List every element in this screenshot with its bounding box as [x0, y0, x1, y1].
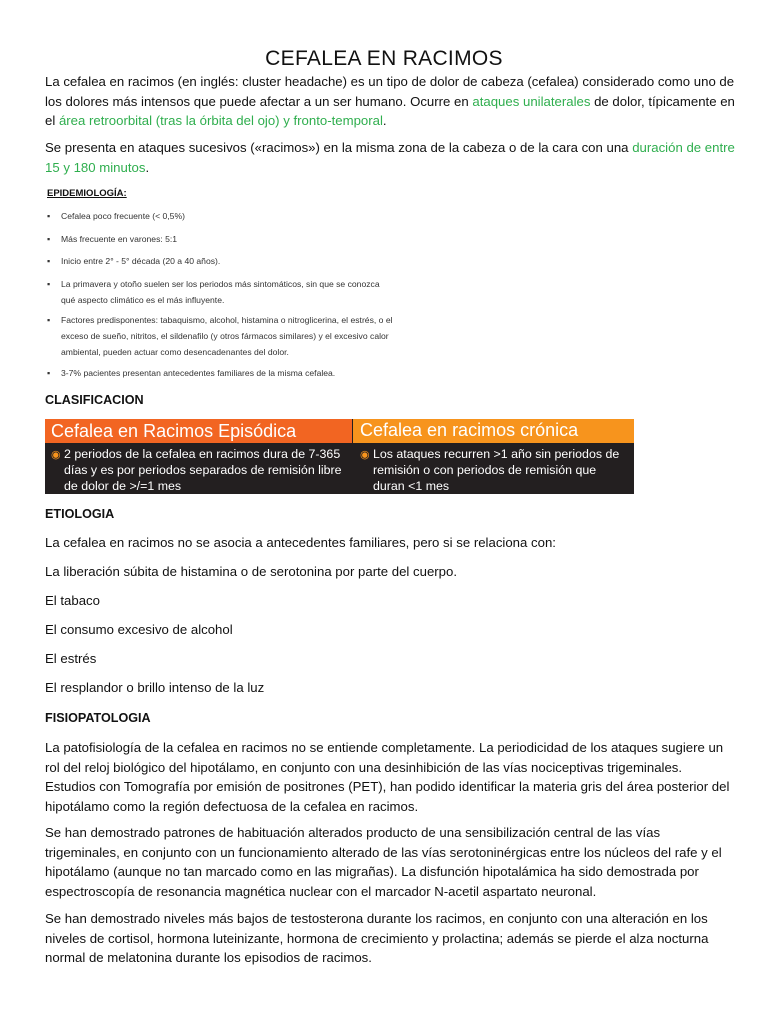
- classification-banner: [45, 419, 634, 494]
- physiopathology-paragraph: La patofisiología de la cefalea en racimos no se entiende completamente. La periodicidad de los ataques sugiere un rol del reloj biológico del hipotálamo, en conjunto con una desinhibición de las vías nociceptivas trigeminales. Estudios con Tomografía por emisión de positrones (PET), han podido identificar la materia gris del área posterior del hipotálamo como la región defectuosa de la cefalea en racimos.: [45, 740, 730, 814]
- list-item-text: Más frecuente en varones: 5:1: [61, 234, 178, 244]
- bullet-icon: ▪: [47, 256, 51, 266]
- list-item: [47, 365, 395, 381]
- highlight-text: ataques unilaterales: [472, 93, 591, 109]
- bullet-icon: ▪: [47, 279, 51, 289]
- physiopathology-paragraph: Se han demostrado niveles más bajos de testosterona durante los racimos, en conjunto con una alteración en los niveles de cortisol, hormona luteinizante, hormona de crecimiento y prolactina; además se pierde el alza nocturna normal de melatonina durante los episodios de racimos.: [45, 911, 709, 965]
- physiopathology-heading: FISIOPATOLOGIA: [45, 711, 151, 725]
- highlight-text: área retroorbital (tras la órbita del ojo) y fronto-temporal: [58, 113, 383, 128]
- list-item-text: Inicio entre 2° - 5° década (20 a 40 años).: [61, 256, 221, 266]
- etiology-item: El estrés: [45, 651, 97, 666]
- episodic-title: Cefalea en Racimos Episódica: [51, 421, 297, 441]
- highlight-text: duración de entre 15 y 180 minutos: [45, 140, 735, 175]
- chronic-description: Los ataques recurren >1 año sin periodos de remisión o con periodos de remisión que duran <1 mes: [373, 447, 620, 493]
- epidemiology-figure: [45, 186, 395, 386]
- intro-text: .: [382, 113, 387, 128]
- intro-text: .: [145, 159, 150, 175]
- etiology-heading: ETIOLOGIA: [45, 507, 115, 521]
- bullet-icon: ▪: [47, 211, 51, 221]
- bullet-icon: ▪: [47, 234, 51, 244]
- etiology-item: La liberación súbita de histamina o de serotonina por parte del cuerpo.: [45, 564, 458, 579]
- list-item: [47, 231, 395, 247]
- list-item: [47, 208, 395, 224]
- list-item-text: La primavera y otoño suelen ser los periodos más sintomáticos, sin que se conozca qué aspecto climático es el más influyente.: [61, 279, 380, 305]
- list-item: [47, 276, 395, 308]
- physiopathology-paragraph: Se han demostrado patrones de habituación alterados producto de una sensibilización central de las vías trigeminales, en conjunto con un funcionamiento alterado de las vías serotoninérgicas entre los núcleos del rafe y el hipotálamo (aunque no tan marcado como en las migrañas). La disfunción hipotalámica ha sido demostrada por espectroscopía de resonancia magnética nuclear con el marcador N-acetil aspartato neuronal.: [45, 825, 722, 899]
- bullet-icon: ▪: [47, 368, 51, 378]
- etiology-item: El consumo excesivo de alcohol: [45, 622, 233, 637]
- list-item: [47, 253, 395, 269]
- intro-text: Se presenta en ataques sucesivos («racimos») en la misma zona de la cabeza o de la cara con una: [45, 140, 633, 155]
- chronic-header: [353, 419, 634, 443]
- bullet-icon: ▪: [47, 315, 51, 325]
- episodic-description: 2 periodos de la cefalea en racimos dura de 7-365 días y es por periodos separados de remisión libre de dolor de >/=1 mes: [64, 447, 342, 493]
- etiology-item: El tabaco: [45, 593, 100, 608]
- classification-heading: CLASIFICACION: [45, 393, 144, 407]
- intro-paragraph-1: [45, 72, 735, 131]
- epidemiology-title: EPIDEMIOLOGÍA:: [47, 188, 127, 199]
- etiology-item: El resplandor o brillo intenso de la luz: [45, 680, 265, 695]
- intro-text: La cefalea en racimos (en inglés: cluster headache) es un tipo de dolor de cabeza (cefalea) considerado como uno de los dolores más intensos que puede afectar a un ser humano. Ocurre en: [45, 74, 735, 109]
- document-title: CEFALEA EN RACIMOS: [265, 47, 503, 70]
- chronic-title: Cefalea en racimos crónica: [360, 420, 579, 440]
- bullet-icon: ◉: [51, 449, 61, 461]
- intro-text: de dolor, típicamente en el: [45, 93, 735, 128]
- bullet-icon: ◉: [360, 449, 370, 461]
- intro-paragraph-2: [45, 138, 735, 177]
- episodic-header: [45, 419, 352, 443]
- list-item: [47, 312, 395, 360]
- list-item-text: 3-7% pacientes presentan antecedentes familiares de la misma cefalea.: [61, 368, 336, 378]
- etiology-intro: La cefalea en racimos no se asocia a antecedentes familiares, pero si se relaciona con:: [45, 535, 556, 550]
- list-item-text: Cefalea poco frecuente (< 0,5%): [61, 211, 185, 221]
- list-item-text: Factores predisponentes: tabaquismo, alcohol, histamina o nitroglicerina, el estrés, o el exceso de sueño, nitritos, el sildenafilo (y otros fármacos similares) y el excesivo calor ambiental, pueden actuar como desencadenantes del dolor.: [61, 315, 393, 357]
